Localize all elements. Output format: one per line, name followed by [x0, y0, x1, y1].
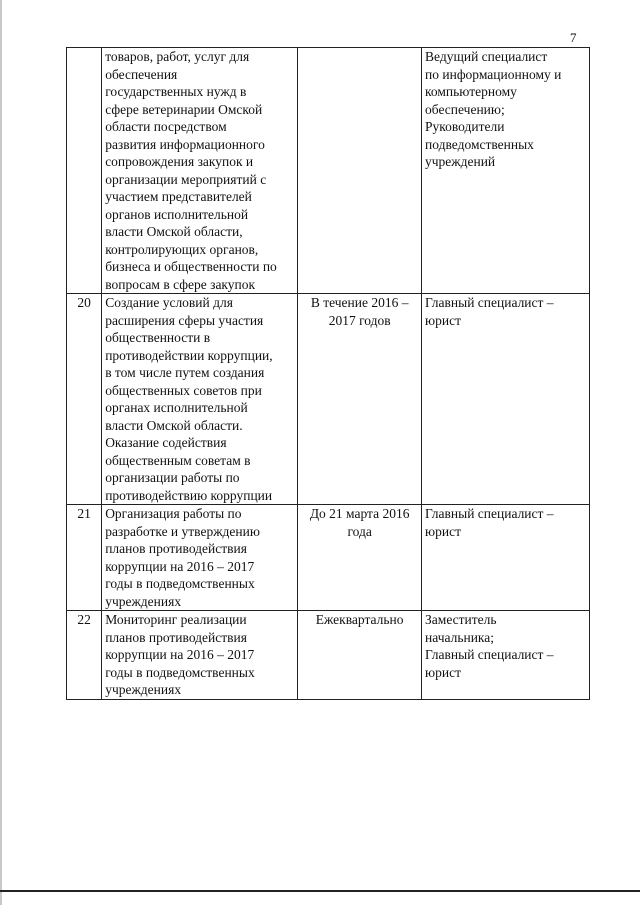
responsible-cell — [422, 294, 590, 505]
term-cell: В течение 2016 – 2017 годов — [298, 294, 422, 505]
responsible-text-line: Заместитель — [425, 612, 497, 627]
measure-text-line: годы в подведомственных — [105, 576, 255, 591]
measure-text-line: развития информационного — [105, 136, 265, 152]
table-row — [67, 294, 590, 505]
measure-text-line: области посредством — [105, 119, 227, 134]
responsible-text-line: по информационному и — [425, 66, 562, 82]
table-row — [67, 611, 590, 700]
row-number — [67, 48, 102, 294]
row-number: 22 — [67, 611, 102, 700]
measure-text-line: организации работы по — [105, 470, 240, 485]
measure-text-line: общественности в — [105, 330, 211, 345]
table-row — [67, 505, 590, 611]
measure-text-line: Создание условий для — [105, 295, 233, 310]
measure-text-line: власти Омской области. — [105, 417, 243, 433]
measure-text-line: вопросам в сфере закупок — [105, 276, 256, 292]
scan-edge-bottom — [0, 890, 640, 892]
table-row — [67, 48, 590, 294]
measure-text-line: общественных советов при — [105, 382, 262, 398]
term-cell: Ежеквартально — [298, 611, 422, 700]
measure-text-line: сопровождения закупок и — [105, 154, 254, 169]
measure-text-line: коррупции на 2016 – 2017 — [105, 558, 255, 574]
term-cell — [298, 48, 422, 294]
responsible-text-line: Ведущий специалист — [425, 49, 548, 64]
measure-text-line: участием представителей — [105, 189, 252, 204]
measure-text-line: разработке и утверждению — [105, 523, 260, 539]
scan-edge-left — [0, 0, 2, 905]
responsible-text-line: Руководители — [425, 119, 505, 134]
measure-text-line: планов противодействия — [105, 629, 247, 645]
measure-cell — [102, 505, 298, 611]
responsible-text-line: обеспечению; — [425, 101, 505, 117]
responsible-text-line: начальника; — [425, 629, 495, 645]
measure-text-line: планов противодействия — [105, 541, 247, 556]
responsible-text-line: компьютерному — [425, 84, 517, 99]
measure-text-line: бизнеса и общественности по — [105, 259, 277, 274]
measure-text-line: Оказание содействия — [105, 435, 227, 450]
measure-text-line: годы в подведомственных — [105, 664, 255, 680]
measure-text-line: Мониторинг реализации — [105, 612, 247, 627]
responsible-text-line: учреждений — [425, 154, 496, 169]
measure-text-line: товаров, работ, услуг для — [105, 49, 250, 64]
term-cell: До 21 марта 2016 года — [298, 505, 422, 611]
measure-cell — [102, 611, 298, 700]
row-number: 21 — [67, 505, 102, 611]
measure-text-line: коррупции на 2016 – 2017 — [105, 647, 255, 662]
responsible-cell — [422, 505, 590, 611]
responsible-text-line: Главный специалист – — [425, 647, 554, 662]
measure-cell — [102, 294, 298, 505]
responsible-text-line: подведомственных — [425, 136, 534, 152]
responsible-cell — [422, 48, 590, 294]
measure-text-line: учреждениях — [105, 593, 182, 609]
measure-text-line: государственных нужд в — [105, 84, 247, 99]
page-number: 7 — [570, 30, 577, 45]
measure-cell — [102, 48, 298, 294]
responsible-text-line: юрист — [425, 523, 461, 539]
responsible-text-line: юрист — [425, 664, 461, 680]
responsible-text-line: юрист — [425, 312, 461, 328]
measure-text-line: Организация работы по — [105, 506, 242, 521]
measure-text-line: организации мероприятий с — [105, 171, 267, 187]
measure-text-line: обеспечения — [105, 66, 178, 82]
measure-text-line: в том числе путем создания — [105, 365, 265, 380]
action-plan-table — [66, 47, 590, 700]
measure-text-line: органов исполнительной — [105, 206, 249, 222]
responsible-text-line: Главный специалист – — [425, 295, 554, 310]
measure-text-line: противодействии коррупции, — [105, 347, 273, 363]
action-plan-table-body — [67, 48, 590, 700]
measure-text-line: расширения сферы участия — [105, 312, 264, 328]
measure-text-line: сфере ветеринарии Омской — [105, 101, 263, 117]
responsible-cell — [422, 611, 590, 700]
responsible-text-line: Главный специалист – — [425, 506, 554, 521]
measure-text-line: учреждениях — [105, 682, 182, 697]
measure-text-line: противодействию коррупции — [105, 487, 273, 503]
row-number: 20 — [67, 294, 102, 505]
measure-text-line: органах исполнительной — [105, 400, 248, 415]
measure-text-line: власти Омской области, — [105, 224, 243, 239]
measure-text-line: общественным советам в — [105, 452, 251, 468]
measure-text-line: контролирующих органов, — [105, 241, 259, 257]
